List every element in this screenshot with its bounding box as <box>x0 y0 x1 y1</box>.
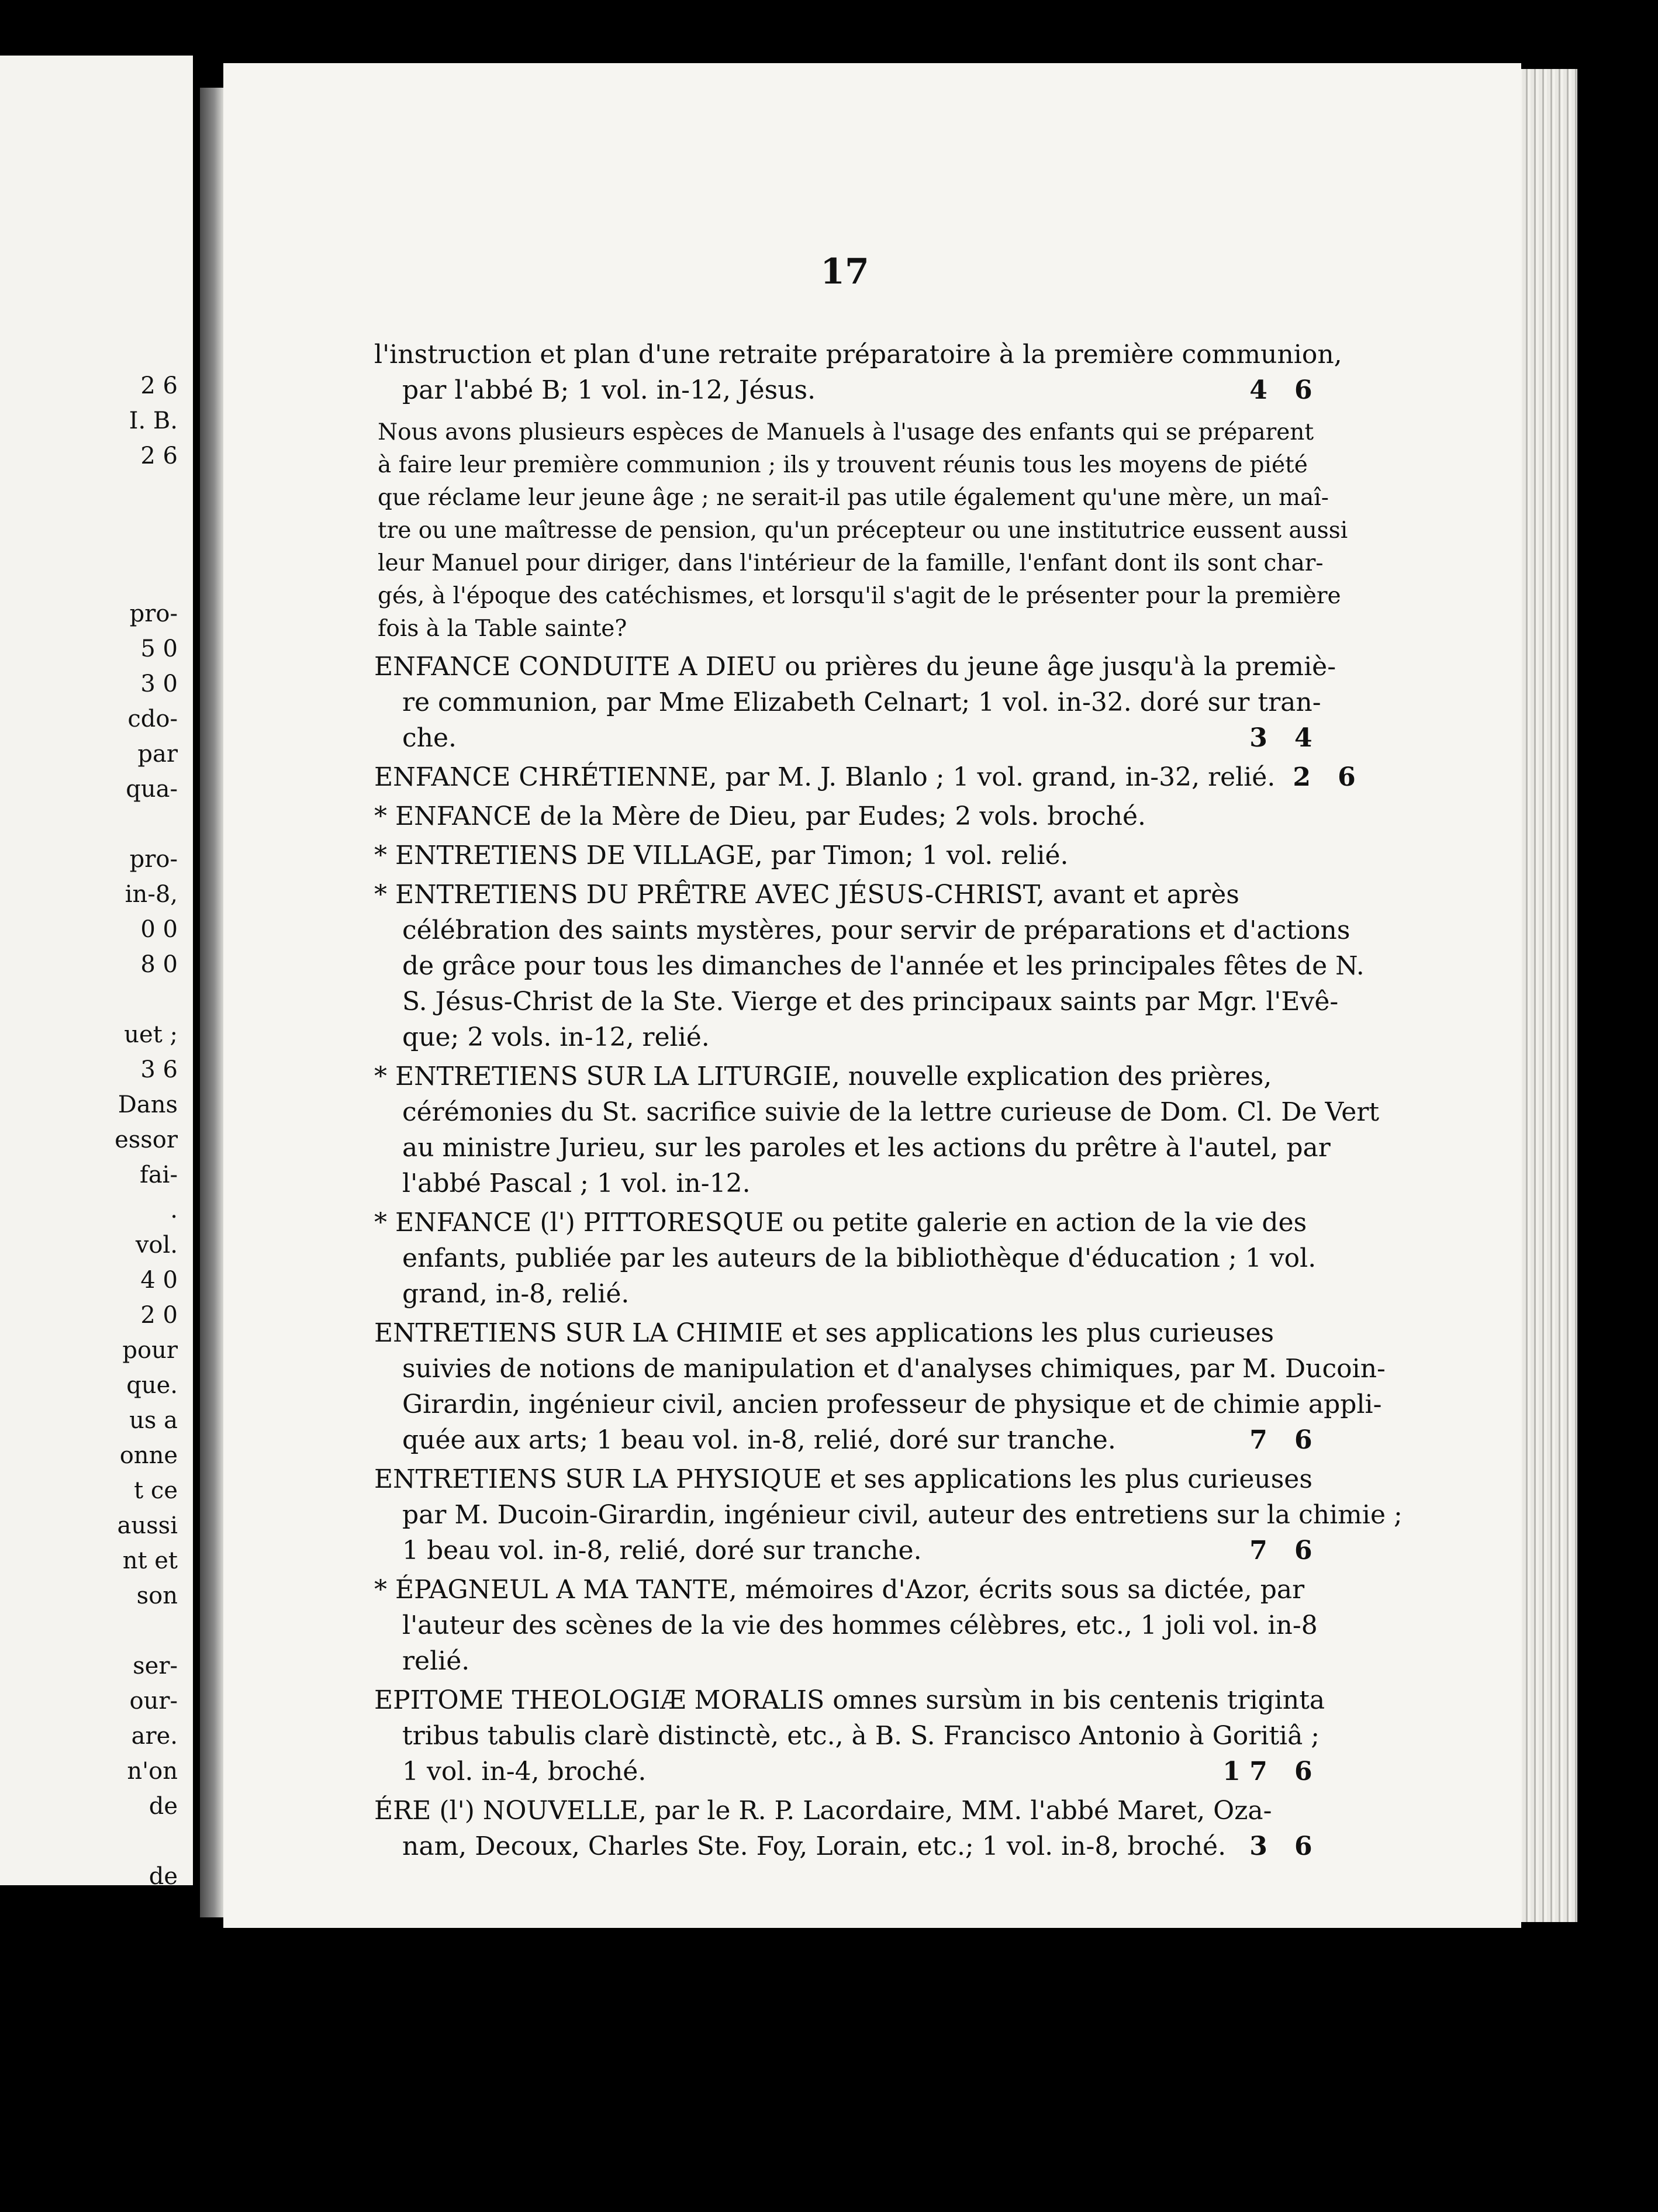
entry-text: relié. <box>402 1646 470 1676</box>
entry-text: quée aux arts; 1 beau vol. in-8, relié, doré sur tranche. <box>402 1425 1116 1455</box>
entry-line <box>374 913 1350 948</box>
entry-line <box>374 1387 1382 1422</box>
entry-line <box>374 1461 1321 1497</box>
entry-text: par l'abbé B; 1 vol. in-12, Jésus. <box>402 375 816 405</box>
entry-text: enfants, publiée par les auteurs de la bibliothèque d'éducation ; 1 vol. <box>402 1243 1317 1273</box>
left-page-fragment: us a <box>129 1407 178 1434</box>
book-gutter <box>200 88 223 1917</box>
entry-text: au ministre Jurieu, sur les paroles et les actions du prêtre à l'autel, par <box>402 1133 1331 1163</box>
entry-price: 7 6 <box>1249 1425 1321 1455</box>
entry-text: l'instruction et plan d'une retraite préparatoire à la première communion, <box>374 340 1342 369</box>
left-page-fragment: cdo- <box>127 706 178 732</box>
entry-line <box>378 482 1329 514</box>
entry-text: * ENFANCE (l') PITTORESQUE ou petite galerie en action de la vie des <box>374 1208 1307 1238</box>
entry-line <box>378 613 1321 645</box>
entry-text: célébration des saints mystères, pour servir de préparations et d'actions <box>402 915 1350 945</box>
entry-line <box>378 514 1348 547</box>
entry-line <box>374 1718 1321 1754</box>
entry-line <box>374 685 1321 720</box>
entry-line <box>374 1276 1321 1312</box>
entry-text: suivies de notions de manipulation et d'analyses chimiques, par M. Ducoin- <box>402 1354 1386 1384</box>
entry-text: ENFANCE CHRÉTIENNE, par M. J. Blanlo ; 1 vol. grand, in-32, relié. <box>374 762 1276 792</box>
entry-line <box>374 1682 1325 1718</box>
entry-price: 3 6 <box>1249 1831 1321 1861</box>
catalog-entry <box>374 1059 1380 1201</box>
left-page-fragment: uet ; <box>124 1021 178 1048</box>
entry-line <box>374 1608 1321 1643</box>
entry-line <box>378 449 1321 482</box>
entry-text: par M. Ducoin-Girardin, ingénieur civil, auteur des entretiens sur la chimie ; <box>402 1500 1403 1530</box>
left-page-fragment: pro- <box>129 600 178 627</box>
entry-line <box>374 1059 1321 1094</box>
entry-text: S. Jésus-Christ de la Ste. Vierge et des principaux saints par Mgr. l'Evê- <box>402 987 1339 1017</box>
left-page-fragment: n'on <box>127 1758 178 1785</box>
entry-line <box>374 1829 1321 1864</box>
entry-text: que; 2 vols. in-12, relié. <box>402 1022 710 1052</box>
entry-price: 4 6 <box>1249 375 1321 405</box>
left-page-fragment: t ce <box>134 1477 178 1504</box>
entry-line <box>374 1205 1321 1240</box>
catalog-entry <box>374 1205 1321 1312</box>
left-page-fragment: 5 0 <box>140 635 178 662</box>
entry-text: à faire leur première communion ; ils y trouvent réunis tous les moyens de piété <box>378 452 1308 478</box>
left-page-fragment: are. <box>131 1723 178 1750</box>
left-page-fragment: 4 0 <box>140 1267 178 1294</box>
catalog-entry <box>374 877 1365 1055</box>
entry-line <box>378 547 1324 580</box>
left-page-fragment: ser- <box>133 1653 178 1679</box>
left-page-fragment: 2 0 <box>140 1302 178 1329</box>
left-page-fragment: Dans <box>118 1091 178 1118</box>
left-page-fragment: de <box>148 1863 178 1890</box>
entry-line <box>374 1643 1321 1679</box>
entry-text: leur Manuel pour diriger, dans l'intérieur de la famille, l'enfant dont ils sont char- <box>378 550 1324 576</box>
entry-text: ÉRE (l') NOUVELLE, par le R. P. Lacordaire, MM. l'abbé Maret, Oza- <box>374 1796 1272 1826</box>
entry-line <box>378 580 1341 613</box>
entry-text: tribus tabulis clarè distinctè, etc., à B. S. Francisco Antonio à Goritiâ ; <box>402 1721 1320 1751</box>
catalog-entry <box>374 1572 1321 1679</box>
page-number: 17 <box>820 251 869 292</box>
entry-line <box>374 1497 1403 1533</box>
page-edges <box>1514 69 1577 1922</box>
left-page-fragment: our- <box>129 1688 178 1715</box>
entry-text: l'auteur des scènes de la vie des hommes célèbres, etc., 1 joli vol. in-8 <box>402 1610 1318 1640</box>
entry-price: 17 6 <box>1222 1757 1321 1786</box>
catalog-entry <box>374 1461 1403 1568</box>
catalog-entry <box>374 1315 1386 1458</box>
entry-line <box>374 337 1342 372</box>
left-page-fragment: nt et <box>122 1547 178 1574</box>
left-page-fragment: pour <box>122 1337 178 1364</box>
entry-line <box>374 720 1321 756</box>
left-page-fragment: pro- <box>129 846 178 873</box>
entry-line <box>374 649 1336 685</box>
left-page-fragment: 3 6 <box>140 1056 178 1083</box>
entry-text: de grâce pour tous les dimanches de l'année et les principales fêtes de N. <box>402 951 1365 981</box>
catalog-entry <box>374 838 1321 873</box>
catalog-note <box>374 416 1348 645</box>
left-page-fragment: aussi <box>117 1512 178 1539</box>
entry-line <box>374 1019 1321 1055</box>
entry-text: cérémonies du St. sacrifice suivie de la lettre curieuse de Dom. Cl. De Vert <box>402 1097 1380 1127</box>
entry-text: re communion, par Mme Elizabeth Celnart; 1 vol. in-32. doré sur tran- <box>402 687 1321 717</box>
entry-line <box>374 1315 1321 1351</box>
entry-line <box>374 1422 1321 1458</box>
entry-line <box>374 877 1321 913</box>
entry-text: * ENTRETIENS DU PRÊTRE AVEC JÉSUS-CHRIST, avant et après <box>374 880 1239 910</box>
entry-text: che. <box>402 723 457 753</box>
entry-text: EPITOME THEOLOGIÆ MORALIS omnes sursùm in bis centenis triginta <box>374 1685 1325 1715</box>
catalog-entry <box>374 337 1342 408</box>
left-page-fragment: onne <box>119 1442 178 1469</box>
entry-text: tre ou une maîtresse de pension, qu'un précepteur ou une institutrice eussent aussi <box>378 517 1348 544</box>
entry-text: ENFANCE CONDUITE A DIEU ou prières du jeune âge jusqu'à la premiè- <box>374 652 1336 682</box>
left-page-fragment: I. B. <box>129 407 178 434</box>
entry-line <box>374 759 1365 795</box>
left-page-fragment: de <box>148 1793 178 1820</box>
left-page-fragment: 2 6 <box>140 443 178 469</box>
left-page-fragment: 3 0 <box>140 670 178 697</box>
entry-line <box>374 948 1365 984</box>
catalog-entry <box>374 649 1336 756</box>
entry-line <box>374 984 1339 1019</box>
catalog-entry <box>374 759 1365 795</box>
left-page-fragment: que. <box>126 1372 178 1399</box>
left-page-fragment: 2 6 <box>140 372 178 399</box>
left-page-fragment: qua- <box>126 776 178 803</box>
entry-price: 3 4 <box>1249 723 1321 753</box>
left-page-fragment: essor <box>115 1126 178 1153</box>
entry-text: * ENFANCE de la Mère de Dieu, par Eudes; 2 vols. broché. <box>374 801 1146 831</box>
left-page-fragment: in-8, <box>125 881 178 908</box>
entry-text: nam, Decoux, Charles Ste. Foy, Lorain, etc.; 1 vol. in-8, broché. <box>402 1831 1227 1861</box>
entry-line <box>374 1754 1321 1789</box>
entry-line <box>374 1166 1321 1201</box>
entry-text: Girardin, ingénieur civil, ancien professeur de physique et de chimie appli- <box>402 1390 1382 1419</box>
entry-text: fois à la Table sainte? <box>378 616 627 642</box>
entry-text: * ENTRETIENS SUR LA LITURGIE, nouvelle explication des prières, <box>374 1062 1272 1091</box>
entry-text: gés, à l'époque des catéchismes, et lorsqu'il s'agit de le présenter pour la première <box>378 583 1341 609</box>
catalog-entry <box>374 799 1321 834</box>
entry-price: 7 6 <box>1249 1536 1321 1565</box>
left-page-fragment: par <box>137 741 178 768</box>
left-page-fragment: . <box>170 1197 178 1223</box>
entry-text: 1 beau vol. in-8, relié, doré sur tranche. <box>402 1536 922 1565</box>
entry-text: ENTRETIENS SUR LA CHIMIE et ses applications les plus curieuses <box>374 1318 1274 1348</box>
entry-text: ENTRETIENS SUR LA PHYSIQUE et ses applications les plus curieuses <box>374 1464 1312 1494</box>
left-page-fragment: 8 0 <box>140 951 178 978</box>
entry-text: * ÉPAGNEUL A MA TANTE, mémoires d'Azor, écrits sous sa dictée, par <box>374 1575 1305 1605</box>
entry-line <box>374 1130 1331 1166</box>
left-page-fragment: son <box>136 1582 178 1609</box>
left-page-fragment: 0 0 <box>140 916 178 943</box>
entry-line <box>374 838 1321 873</box>
left-page-fragment: vol. <box>135 1232 178 1259</box>
entry-line <box>374 1533 1321 1568</box>
entry-line <box>374 1240 1321 1276</box>
entry-line <box>378 416 1321 449</box>
catalog-entries <box>374 333 1403 1864</box>
entry-text: * ENTRETIENS DE VILLAGE, par Timon; 1 vol. relié. <box>374 841 1069 870</box>
entry-line <box>374 1793 1321 1829</box>
left-page <box>0 56 193 1890</box>
entry-text: Nous avons plusieurs espèces de Manuels à l'usage des enfants qui se préparent <box>378 419 1314 445</box>
entry-line <box>374 799 1321 834</box>
entry-line <box>374 1351 1386 1387</box>
entry-text: grand, in-8, relié. <box>402 1279 630 1309</box>
entry-price: 2 6 <box>1293 762 1365 792</box>
entry-line <box>374 1094 1380 1130</box>
entry-text: l'abbé Pascal ; 1 vol. in-12. <box>402 1169 751 1198</box>
catalog-entry <box>374 1793 1321 1864</box>
entry-line <box>374 372 1321 408</box>
entry-text: 1 vol. in-4, broché. <box>402 1757 647 1786</box>
left-page-fragment: fai- <box>140 1162 178 1188</box>
entry-text: que réclame leur jeune âge ; ne serait-il pas utile également qu'une mère, un maî- <box>378 485 1329 511</box>
entry-line <box>374 1572 1321 1608</box>
catalog-entry <box>374 1682 1325 1789</box>
